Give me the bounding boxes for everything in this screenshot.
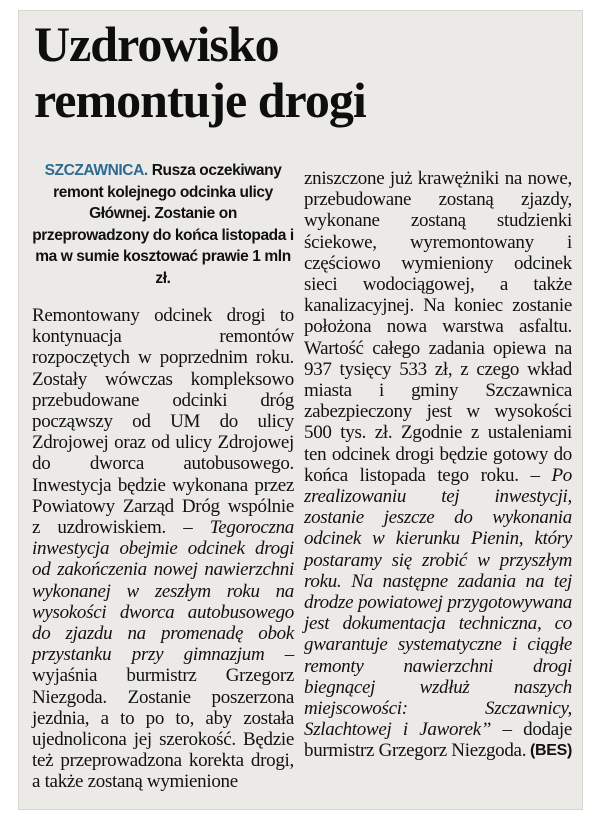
lead-location: SZCZAWNICA. <box>44 162 148 179</box>
lead-paragraph <box>32 160 294 289</box>
body-paragraph-right <box>304 168 572 762</box>
headline <box>34 16 434 128</box>
body-paragraph-left <box>32 305 294 793</box>
left-after-quote: – wyjaśnia burmistrz Grzegorz Niezgoda. Zostanie poszerzona jezdnia, a to po to, aby została ujednolicona jej szerokość. Będzie też przeprowadzona korekta drogi, a także zostaną wymienione <box>32 644 294 793</box>
author-signature: (BES) <box>529 742 572 760</box>
headline-line-1: Uzdrowisko <box>34 16 279 72</box>
right-after-quote: – dodaje burmistrz Grzegorz Niezgoda. <box>304 719 572 762</box>
right-quote: Po zrealizowaniu tej inwestycji, zostanie jeszcze do wykonania odcinek w kierunku Pienin, który postaramy się zrobić w przyszłym roku. Na następne zadania na tej drodze powiatowej przygotowywana jest dokumentacja techniczna, co gwarantuje systematyczne i ciągłe remonty nawierzchni drogi biegnącej wzdłuż naszych miejscowości: Szczawnicy, Szlachtowej i Jaworek” <box>304 464 573 741</box>
newspaper-clipping <box>18 10 583 810</box>
left-body-text: Remontowany odcinek drogi to kontynuacja remontów rozpoczętych w poprzednim roku. Zostały wówczas kompleksowo przebudowane odcinki dróg począwszy od UM do ulicy Zdrojowej oraz od ulicy Zdrojowej do dworca autobusowego. Inwestycja będzie wykonana przez Powiatowy Zarząd Dróg wspólnie z uzdrowiskiem. – <box>32 305 294 539</box>
column-right <box>304 168 572 762</box>
left-quote: Tegoroczna inwestycja obejmie odcinek drogi od zakończenia nowej nawierzchni wykonanej w zeszłym roku na wysokości dworca autobusowego do zjazdu na promenadę obok przystanku przy gimnazjum <box>32 517 294 666</box>
right-body-text: zniszczone już krawężniki na nowe, przebudowane zostaną zjazdy, wykonane zostaną studzienki ściekowe, wyremontowany i częściowo wymieniony odcinek sieci wodociągowej, a także kanalizacyjnej. Na koniec zostanie położona nowa warstwa asfaltu. Wartość całego zadania opiewa na 937 tysięcy 533 zł, z czego wkład miasta i gminy Szczawnica zabezpieczony jest w wysokości 500 tys. zł. Zgodnie z ustaleniami ten odcinek drogi będzie gotowy do końca listopada tego roku. – <box>304 168 572 486</box>
column-left <box>32 160 294 793</box>
lead-text: Rusza oczekiwany remont kolejnego odcinka ulicy Głównej. Zostanie on przeprowadzony do końca listopada i ma w sumie kosztować prawie 1 mln zł. <box>32 162 294 287</box>
headline-line-2: remontuje drogi <box>34 72 366 128</box>
